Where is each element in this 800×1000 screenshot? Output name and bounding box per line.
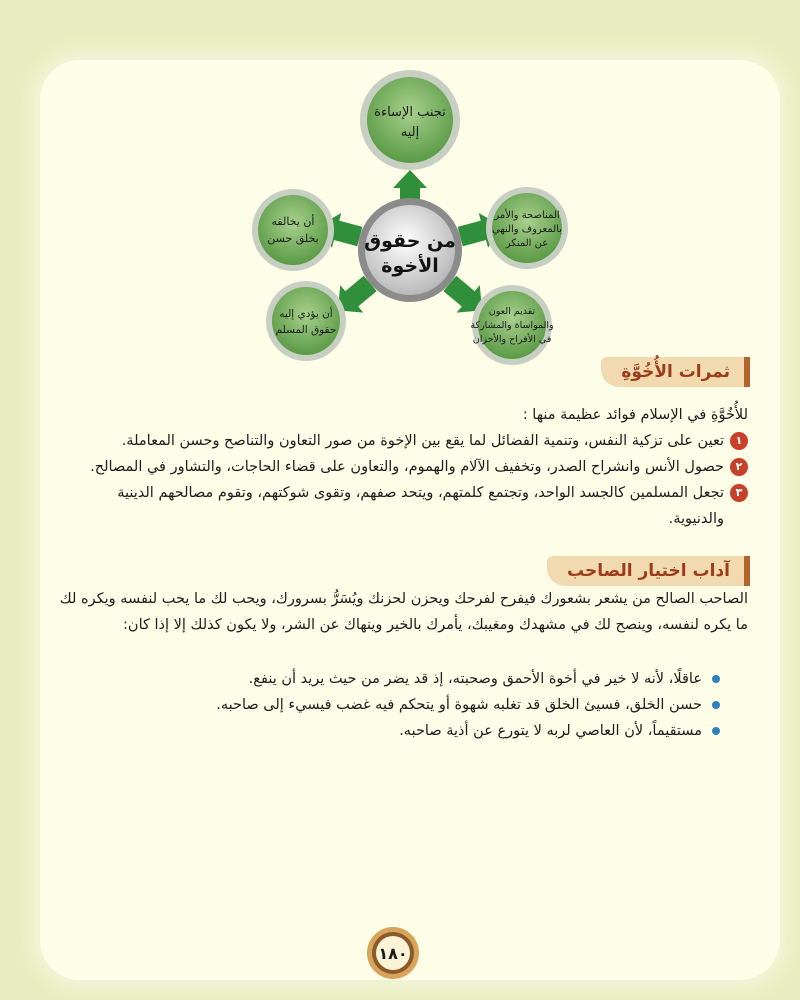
- page-number-badge: [365, 925, 421, 981]
- node-support: [470, 285, 553, 365]
- item-number-3: ٣: [730, 484, 748, 502]
- section-title-fruits: ثمرات الأُخُوَّةِ: [601, 357, 750, 387]
- list-item: [80, 666, 720, 692]
- node-1-line-1: تجنب الإساءة: [374, 105, 446, 120]
- section-fruits-body: [58, 402, 748, 532]
- node-3-line-2: والمواساة والمشاركة: [470, 320, 554, 331]
- node-4-line-1: أن يؤدي إليه: [279, 308, 333, 320]
- item-text-1: تعين على تزكية النفس، وتنمية الفضائل لما يقع بين الإخوة من صور التعاون والتناصح وحسن المعاملة.: [121, 433, 724, 449]
- list-item: [58, 428, 748, 454]
- node-5-line-2: بخلق حسن: [267, 232, 319, 245]
- item-number-2: ٢: [730, 458, 748, 476]
- item-number-1: ١: [730, 432, 748, 450]
- companion-intro: الصاحب الصالح من يشعر بشعورك فيفرح لفرحك ويحزن لحزنك ويُسَرُّ بسرورك، ويحب لك ما يحب لنفسه ويكره لك ما يكره لنفسه، وينصح لك في مشهدك ومغيبك، يأمرك بالخير وينهاك عن الشر، ولا يكون كذلك إلا إذا كان:: [59, 591, 748, 633]
- node-advice: [486, 187, 568, 269]
- node-good-manners: [252, 189, 334, 271]
- bullet-dot-icon: [712, 701, 720, 709]
- page-number: ١٨٠: [378, 944, 408, 963]
- node-1-line-2: إليه: [400, 125, 420, 140]
- node-avoid-harm: [360, 70, 460, 170]
- list-item: [80, 692, 720, 718]
- fruits-intro: للأُخُوَّةِ في الإسلام فوائد عظيمة منها :: [522, 407, 748, 423]
- item-text-3: تجعل المسلمين كالجسد الواحد، وتجتمع كلمتهم، ويتحد صفهم، وتقوى شوكتهم، وتقوم مصالحهم الدينية والدنيوية.: [117, 485, 724, 527]
- bullet-text-2: حسن الخلق، فسيئ الخلق قد تغلبه شهوة أو يتحكم فيه غضب فيسيء إلى صاحبه.: [216, 697, 702, 713]
- list-item: [58, 480, 748, 532]
- bullet-dot-icon: [712, 675, 720, 683]
- section-title-companion: آداب اختيار الصاحب: [547, 556, 750, 586]
- bullet-text-1: عاقلًا، لأنه لا خير في أخوة الأحمق وصحبته، إذ قد يضر من حيث يريد أن ينفع.: [248, 671, 702, 687]
- list-item: [80, 718, 720, 744]
- center-line-2: الأخوة: [381, 255, 439, 277]
- bullet-text-3: مستقيماً، لأن العاصي لربه لا يتورع عن أذية صاحبه.: [399, 723, 702, 739]
- rights-of-brotherhood-diagram: [0, 0, 800, 380]
- node-3-line-3: في الأفراح والأحزان: [472, 334, 552, 345]
- center-node: [358, 198, 462, 302]
- node-2-line-3: عن المنكر: [505, 238, 549, 249]
- list-item: [58, 454, 748, 480]
- item-text-2: حصول الأنس وانشراح الصدر، وتخفيف الآلام والهموم، والتعاون على قضاء الحاجات، والتشاور في المصالح.: [90, 459, 724, 475]
- bullet-dot-icon: [712, 727, 720, 735]
- companion-bullets: [80, 666, 720, 744]
- node-3-line-1: تقديم العون: [488, 306, 536, 317]
- center-line-1: من حقوق: [364, 230, 456, 252]
- node-2-line-2: بالمعروف والنهي: [492, 224, 562, 235]
- node-5-line-1: أن يخالقه: [271, 215, 315, 228]
- node-muslim-rights: [266, 281, 346, 361]
- node-2-line-1: المناصحة والأمر: [494, 210, 560, 221]
- node-4-line-2: حقوق المسلم: [275, 324, 337, 336]
